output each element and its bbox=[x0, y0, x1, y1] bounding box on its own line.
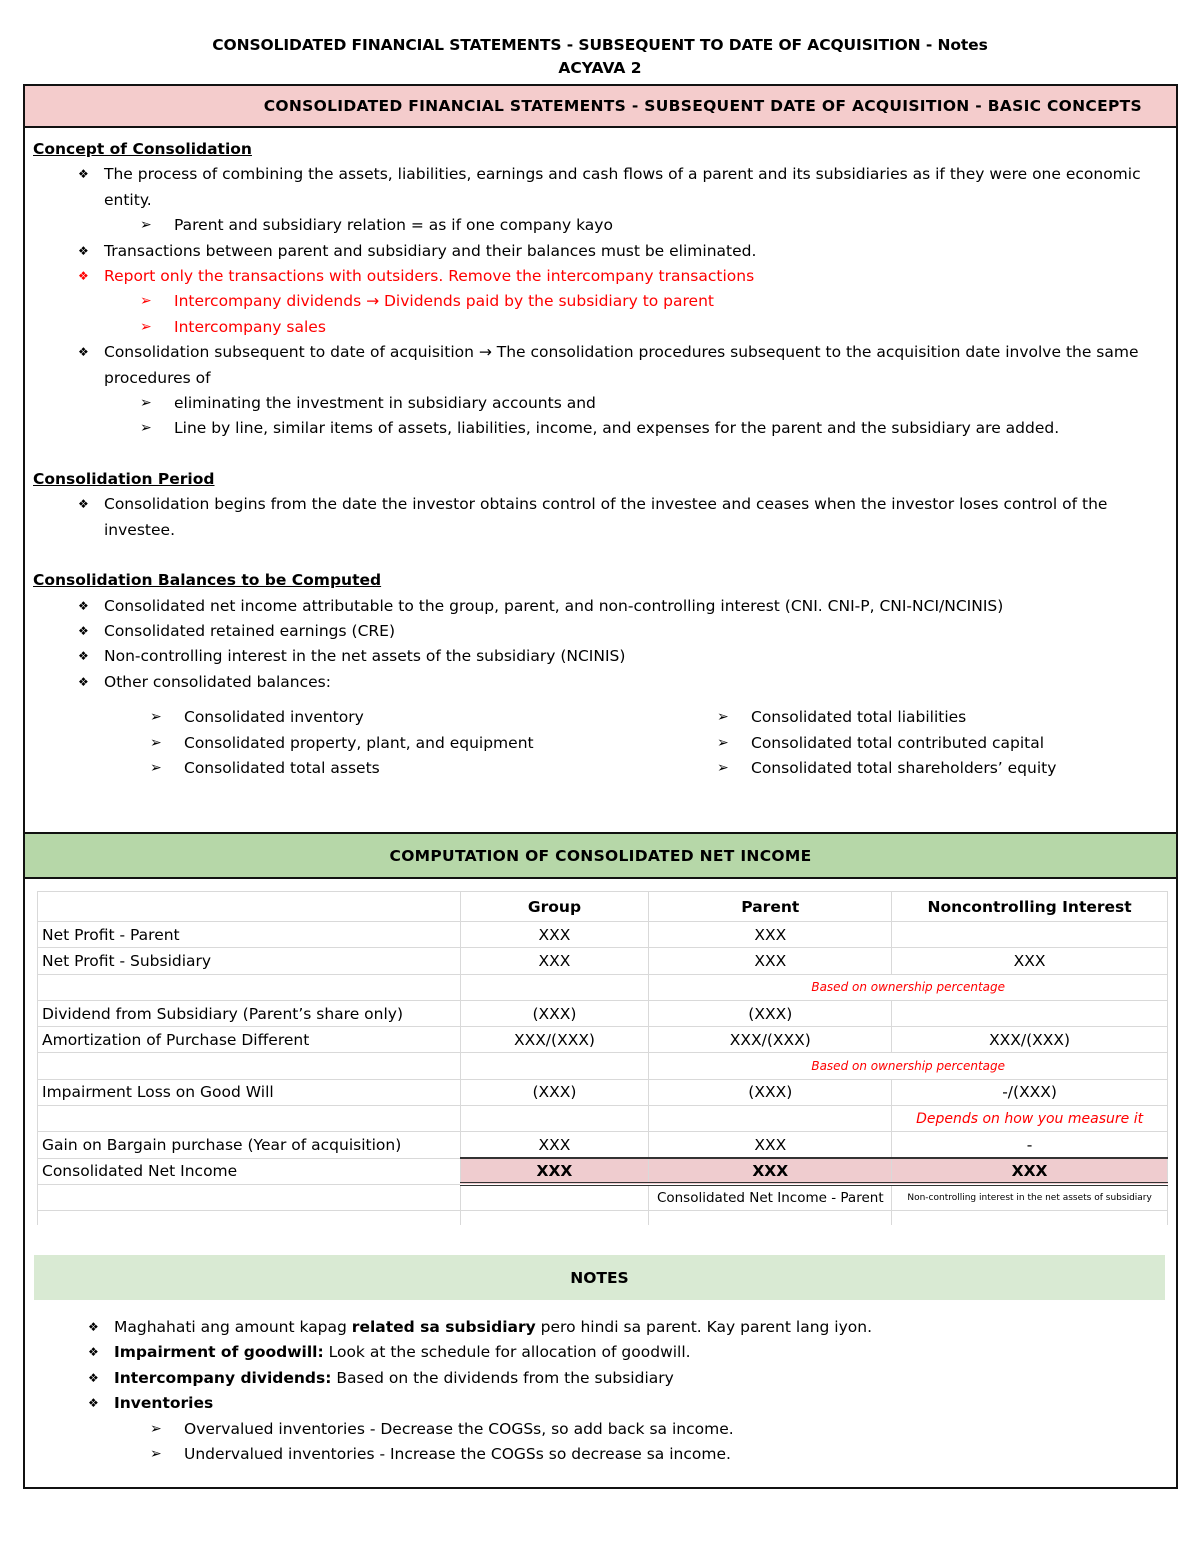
arrow-bullet-icon: ➢ bbox=[717, 709, 729, 726]
balances-item: ❖ Consolidated net income attributable to the group, parent, and non-controlling interest (CNI. CNI-P, CNI-NCI/NCINIS) bbox=[33, 594, 1173, 619]
other-balance-item: ➢ Consolidated inventory bbox=[33, 705, 603, 730]
cni-table bbox=[37, 891, 1168, 1225]
cni-banner: COMPUTATION OF CONSOLIDATED NET INCOME bbox=[25, 832, 1176, 879]
table-header-row bbox=[38, 892, 1168, 922]
diamond-bullet-icon: ❖ bbox=[78, 674, 89, 689]
cni-parent-caption: Consolidated Net Income - Parent bbox=[649, 1184, 892, 1210]
table-row: Amortization of Purchase Different XXX/(XXX) XXX/(XXX) XXX/(XXX) bbox=[38, 1027, 1168, 1053]
diamond-bullet-icon: ❖ bbox=[78, 497, 89, 512]
arrow-bullet-icon: ➢ bbox=[150, 734, 162, 751]
table-row: Net Profit - Subsidiary XXX XXX XXX bbox=[38, 948, 1168, 974]
balances-heading: Consolidation Balances to be Computed bbox=[33, 571, 382, 590]
arrow-bullet-icon: ➢ bbox=[140, 217, 152, 234]
note-subitem: ➢ Overvalued inventories - Decrease the COGSs, so add back sa income. bbox=[43, 1417, 1183, 1442]
table-note-row bbox=[38, 974, 1168, 1000]
concept-item-highlight: ❖ Report only the transactions with outsiders. Remove the intercompany transactions bbox=[33, 264, 1173, 289]
period-item: ❖ Consolidation begins from the date the investor obtains control of the investee and ceases when the investor loses control of the investee. bbox=[33, 492, 1173, 543]
concept-heading: Concept of Consolidation bbox=[33, 140, 252, 158]
total-nci: XXX bbox=[892, 1158, 1168, 1184]
ownership-note: Based on ownership percentage bbox=[649, 974, 1168, 1000]
concept-subitem-highlight: ➢ Intercompany sales bbox=[33, 315, 1173, 340]
concept-item: ❖ The process of combining the assets, liabilities, earnings and cash flows of a parent and its subsidiaries as if they were one economic entity. bbox=[33, 162, 1173, 213]
table-note-row bbox=[38, 1053, 1168, 1079]
concept-subitem-highlight: ➢ Intercompany dividends → Dividends paid by the subsidiary to parent bbox=[33, 289, 1173, 314]
balances-item: ❖ Consolidated retained earnings (CRE) bbox=[33, 619, 1173, 644]
arrow-bullet-icon: ➢ bbox=[140, 395, 152, 412]
arrow-bullet-icon: ➢ bbox=[140, 318, 152, 335]
header-nci: Noncontrolling Interest bbox=[892, 892, 1168, 922]
table-row: Gain on Bargain purchase (Year of acquisition) XXX XXX - bbox=[38, 1132, 1168, 1158]
table-note-row bbox=[38, 1106, 1168, 1132]
notes-content bbox=[43, 1315, 1183, 1467]
document-title: CONSOLIDATED FINANCIAL STATEMENTS - SUBSEQUENT TO DATE OF ACQUISITION - Notes bbox=[212, 36, 988, 54]
diamond-bullet-icon: ❖ bbox=[78, 167, 89, 182]
ownership-note: Based on ownership percentage bbox=[649, 1053, 1168, 1079]
other-balances-columns bbox=[33, 705, 1173, 781]
other-balances-right bbox=[603, 705, 1173, 781]
diamond-bullet-icon: ❖ bbox=[78, 598, 89, 613]
total-parent: XXX bbox=[649, 1158, 892, 1184]
other-balance-item: ➢ Consolidated total assets bbox=[33, 756, 603, 781]
other-balances-left bbox=[33, 705, 603, 781]
diamond-bullet-icon: ❖ bbox=[78, 269, 89, 284]
note-item: ❖ Inventories bbox=[43, 1391, 1183, 1416]
diamond-bullet-icon: ❖ bbox=[88, 1320, 99, 1334]
concept-item: ❖ Consolidation subsequent to date of acquisition → The consolidation procedures subsequent to the acquisition date involve the same procedures of bbox=[33, 340, 1173, 391]
basic-concepts-banner: CONSOLIDATED FINANCIAL STATEMENTS - SUBSEQUENT DATE OF ACQUISITION - BASIC CONCEPTS bbox=[25, 84, 1176, 128]
concept-subitem: ➢ eliminating the investment in subsidiary accounts and bbox=[33, 391, 1173, 416]
table-row: Impairment Loss on Good Will (XXX) (XXX) -/(XXX) bbox=[38, 1079, 1168, 1105]
balances-item: ❖ Non-controlling interest in the net assets of the subsidiary (NCINIS) bbox=[33, 644, 1173, 669]
basic-concepts-content bbox=[33, 137, 1173, 781]
diamond-bullet-icon: ❖ bbox=[88, 1345, 99, 1360]
note-subitem: ➢ Undervalued inventories - Increase the COGSs so decrease sa income. bbox=[43, 1442, 1183, 1467]
arrow-bullet-icon: ➢ bbox=[140, 293, 152, 310]
diamond-bullet-icon: ❖ bbox=[78, 243, 89, 258]
other-balance-item: ➢ Consolidated total contributed capital bbox=[603, 731, 1173, 756]
diamond-bullet-icon: ❖ bbox=[78, 623, 89, 638]
notes-frame bbox=[23, 84, 1178, 1489]
arrow-bullet-icon: ➢ bbox=[717, 734, 729, 751]
arrow-bullet-icon: ➢ bbox=[150, 709, 162, 726]
document-subtitle: ACYAVA 2 bbox=[558, 59, 642, 77]
diamond-bullet-icon: ❖ bbox=[88, 1370, 99, 1385]
arrow-bullet-icon: ➢ bbox=[140, 420, 152, 437]
note-item: ❖ Maghahati ang amount kapag related sa subsidiary pero hindi sa parent. Kay parent lang iyon. bbox=[43, 1315, 1183, 1340]
table-caption-row bbox=[38, 1184, 1168, 1210]
header-parent: Parent bbox=[649, 892, 892, 922]
total-row: Consolidated Net Income XXX XXX XXX bbox=[38, 1158, 1168, 1184]
diamond-bullet-icon: ❖ bbox=[88, 1396, 99, 1411]
arrow-bullet-icon: ➢ bbox=[717, 759, 729, 776]
arrow-bullet-icon: ➢ bbox=[150, 759, 162, 776]
period-heading: Consolidation Period bbox=[33, 469, 215, 488]
table-row: Net Profit - Parent XXX XXX bbox=[38, 922, 1168, 948]
header-group: Group bbox=[460, 892, 649, 922]
balances-item: ❖ Other consolidated balances: bbox=[33, 670, 1173, 695]
nci-caption: Non-controlling interest in the net assets of subsidiary bbox=[892, 1184, 1168, 1210]
note-item: ❖ Impairment of goodwill: Look at the schedule for allocation of goodwill. bbox=[43, 1340, 1183, 1365]
arrow-bullet-icon: ➢ bbox=[150, 1420, 162, 1437]
diamond-bullet-icon: ❖ bbox=[78, 345, 89, 360]
table-row: Dividend from Subsidiary (Parent’s share only) (XXX) (XXX) bbox=[38, 1000, 1168, 1026]
notes-banner: NOTES bbox=[34, 1255, 1165, 1300]
total-group: XXX bbox=[460, 1158, 649, 1184]
header-blank bbox=[38, 892, 461, 922]
concept-item: ❖ Transactions between parent and subsidiary and their balances must be eliminated. bbox=[33, 239, 1173, 264]
arrow-bullet-icon: ➢ bbox=[150, 1446, 162, 1463]
concept-subitem: ➢ Parent and subsidiary relation = as if one company kayo bbox=[33, 213, 1173, 238]
other-balance-item: ➢ Consolidated property, plant, and equipment bbox=[33, 731, 603, 756]
measure-note: Depends on how you measure it bbox=[892, 1106, 1168, 1132]
concept-subitem: ➢ Line by line, similar items of assets, liabilities, income, and expenses for the parent and the subsidiary are added. bbox=[33, 416, 1173, 441]
note-item: ❖ Intercompany dividends: Based on the dividends from the subsidiary bbox=[43, 1366, 1183, 1391]
diamond-bullet-icon: ❖ bbox=[78, 649, 89, 664]
other-balance-item: ➢ Consolidated total shareholders’ equity bbox=[603, 756, 1173, 781]
other-balance-item: ➢ Consolidated total liabilities bbox=[603, 705, 1173, 730]
